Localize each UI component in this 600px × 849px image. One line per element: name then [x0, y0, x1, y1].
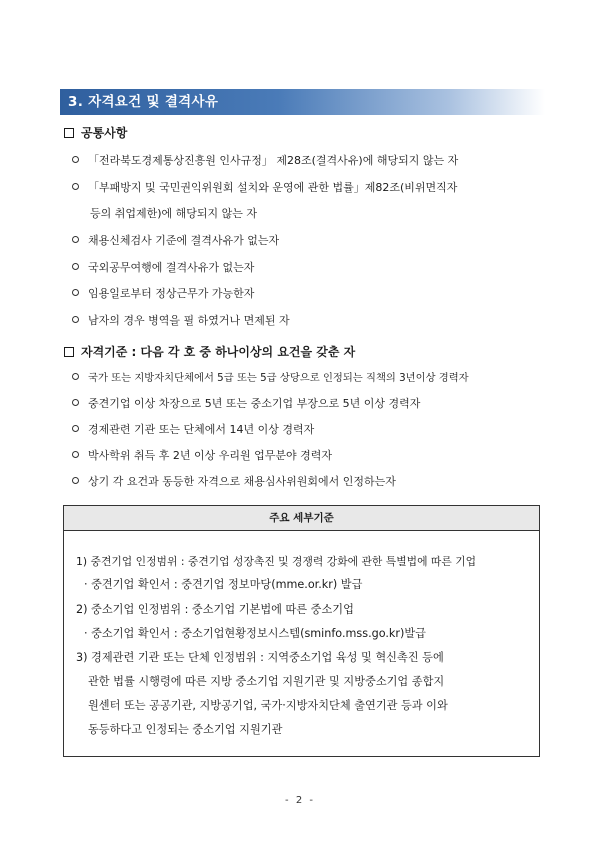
circle-bullet-icon	[72, 451, 79, 458]
detail-line-4: · 중소기업 확인서 : 중소기업현황정보시스템(sminfo.mss.go.kr)발급	[84, 627, 426, 640]
common-heading-text: 공통사항	[81, 126, 128, 140]
qualification-item-2	[72, 396, 420, 411]
qualification-item-text: 국가 또는 지방자치단체에서 5급 또는 5급 상당으로 인정되는 직책의 3년이상 경력자	[88, 372, 469, 384]
common-item-5	[72, 286, 254, 301]
section-title: 3. 자격요건 및 결격사유	[60, 89, 545, 115]
common-item-6	[72, 313, 290, 328]
qualification-item-text: 상기 각 요건과 동등한 자격으로 채용심사위원회에서 인정하는자	[88, 475, 396, 488]
circle-bullet-icon	[72, 425, 79, 432]
common-heading	[64, 125, 127, 141]
circle-bullet-icon	[72, 399, 79, 406]
qualification-item-text: 경제관련 기관 또는 단체에서 14년 이상 경력자	[88, 423, 315, 436]
circle-bullet-icon	[72, 183, 79, 190]
detail-line-3: 2) 중소기업 인정범위 : 중소기업 기본법에 따른 중소기업	[76, 603, 354, 616]
common-item-text: 채용신체검사 기준에 결격사유가 없는자	[88, 234, 280, 247]
qualification-item-text: 박사학위 취득 후 2년 이상 우리원 업무분야 경력자	[88, 449, 332, 462]
detail-line-8: 동등하다고 인정되는 중소기업 지원기관	[88, 723, 283, 736]
qualification-item-5	[72, 474, 396, 489]
qualification-item-1	[72, 371, 469, 386]
detail-line-7: 원센터 또는 공공기관, 지방공기업, 국가·지방자치단체 출연기관 등과 이와	[88, 699, 448, 712]
qualification-heading-text: 자격기준 : 다음 각 호 중 하나이상의 요건을 갖춘 자	[81, 345, 356, 359]
circle-bullet-icon	[72, 236, 79, 243]
page-number: - 2 -	[285, 795, 315, 806]
circle-bullet-icon	[72, 477, 79, 484]
common-item-text: 「전라북도경제통상진흥원 인사규정」 제28조(결격사유)에 해당되지 않는 자	[88, 154, 459, 167]
checkbox-square-icon	[64, 347, 74, 357]
common-item-text: 남자의 경우 병역을 필 하였거나 면제된 자	[88, 314, 290, 327]
common-item-text: 국외공무여행에 결격사유가 없는자	[88, 261, 255, 274]
circle-bullet-icon	[72, 316, 79, 323]
circle-bullet-icon	[72, 156, 79, 163]
detail-criteria-box	[63, 505, 540, 757]
detail-criteria-title: 주요 세부기준	[64, 506, 539, 531]
qualification-item-text: 중견기업 이상 차장으로 5년 또는 중소기업 부장으로 5년 이상 경력자	[88, 397, 421, 410]
common-item-2-continuation: 등의 취업제한)에 해당되지 않는 자	[90, 207, 258, 220]
qualification-item-4	[72, 448, 332, 463]
common-item-text: 「부패방지 및 국민권익위원회 설치와 운영에 관한 법률」제82조(비위면직자	[88, 181, 458, 194]
common-item-2	[72, 180, 457, 195]
common-item-text: 임용일로부터 정상근무가 가능한자	[88, 287, 255, 300]
qualification-heading	[64, 344, 355, 360]
detail-line-6: 관한 법률 시행령에 따른 지방 중소기업 지원기관 및 지방중소기업 종합지	[88, 675, 445, 688]
detail-line-1: 1) 중견기업 인정범위 : 중견기업 성장촉진 및 경쟁력 강화에 관한 특별법에 따른 기업	[76, 555, 477, 568]
common-item-1	[72, 153, 458, 168]
circle-bullet-icon	[72, 289, 79, 296]
qualification-item-3	[72, 422, 314, 437]
common-item-4	[72, 260, 254, 275]
common-item-3	[72, 233, 279, 248]
circle-bullet-icon	[72, 373, 79, 380]
circle-bullet-icon	[72, 263, 79, 270]
checkbox-square-icon	[64, 128, 74, 138]
detail-line-2: · 중견기업 확인서 : 중견기업 정보마당(mme.or.kr) 발급	[84, 578, 363, 591]
detail-line-5: 3) 경제관련 기관 또는 단체 인정범위 : 지역중소기업 육성 및 혁신촉진 등에	[76, 651, 444, 664]
